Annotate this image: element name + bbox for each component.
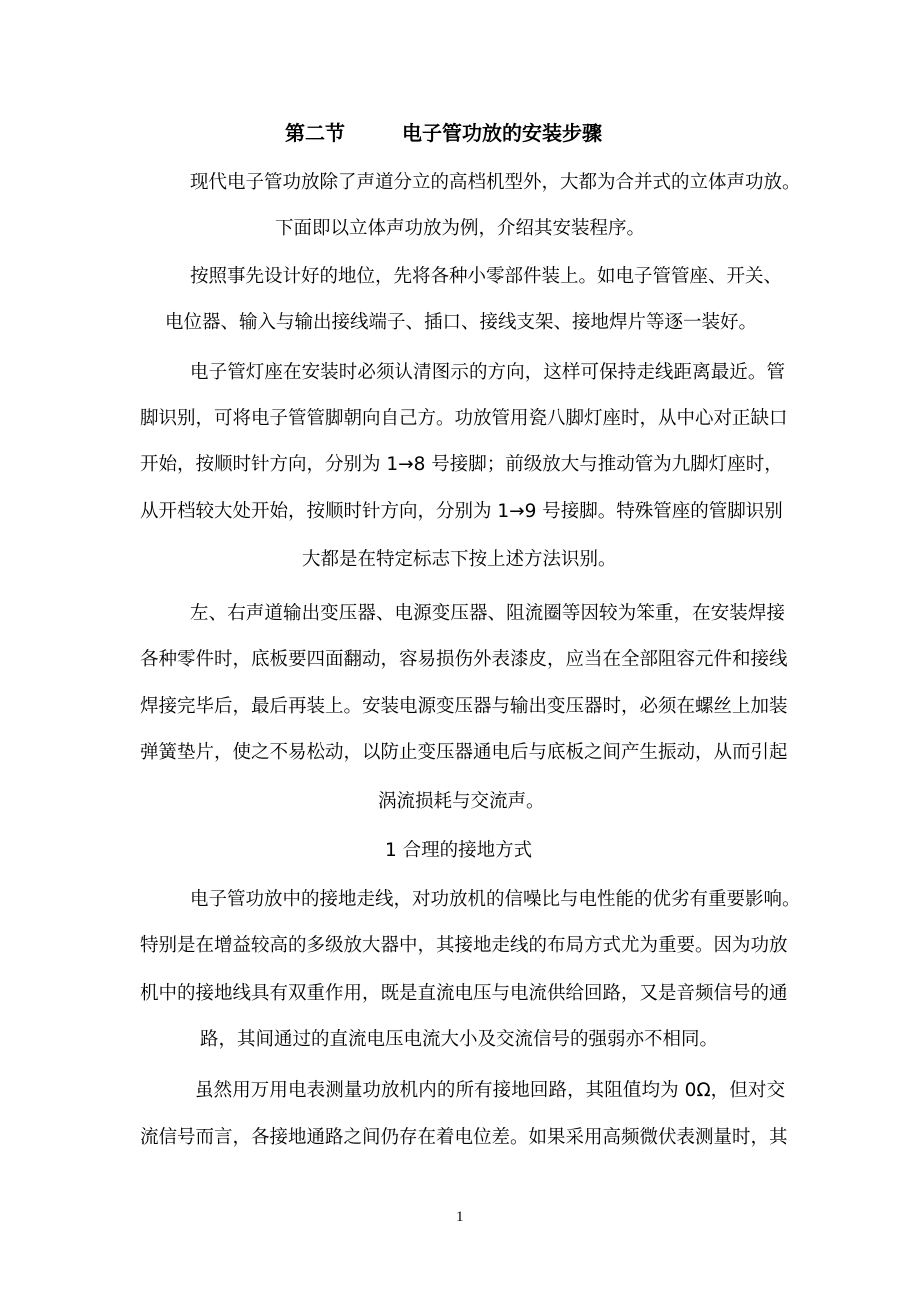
text-line: 特别是在增益较高的多级放大器中，其接地走线的布局方式尤为重要。因为功放: [140, 935, 788, 956]
text-line: 流信号而言，各接地通路之间仍存在着电位差。如果采用高频微伏表测量时，其: [140, 1127, 788, 1148]
text-line: 机中的接地线具有双重作用，既是直流电压与电流供给回路，又是音频信号的通: [140, 983, 788, 1004]
text-line: 按照事先设计好的地位，先将各种小零部件装上。如电子管管座、开关、: [190, 266, 783, 287]
text-line: 虽然用万用电表测量功放机内的所有接地回路，其阻值均为 0Ω，但对交: [195, 1080, 785, 1101]
text-line: 路，其间通过的直流电压电流大小及交流信号的强弱亦不相同。: [200, 1029, 719, 1050]
text-line: 电位器、输入与输出接线端子、插口、接线支架、接地焊片等逐一装好。: [165, 312, 758, 333]
text-line: 电子管灯座在安装时必须认清图示的方向，这样可保持走线距离最近。管: [190, 362, 785, 383]
text-line: 脚识别，可将电子管管脚朝向自己方。功放管用瓷八脚灯座时，从中心对正缺口: [140, 408, 788, 429]
text-line: 弹簧垫片，使之不易松动，以防止变压器通电后与底板之间产生振动，从而引起: [140, 742, 788, 763]
text-line: 涡流损耗与交流声。: [378, 791, 545, 812]
text-line: 从开档较大处开始，按顺时针方向，分别为 1→9 号接脚。特殊管座的管脚识别: [140, 501, 783, 522]
page-number: 1: [456, 1209, 464, 1225]
text-line: 左、右声道输出变压器、电源变压器、阻流圈等因较为笨重，在安装焊接: [190, 603, 785, 624]
page-title: 电子管功放的安装步骤: [402, 121, 602, 145]
subsection-heading: 1 合理的接地方式: [385, 840, 533, 861]
text-line: 下面即以立体声功放为例，介绍其安装程序。: [275, 218, 646, 239]
text-line: 大都是在特定标志下按上述方法识别。: [302, 549, 617, 570]
section-number: 第二节: [285, 121, 345, 145]
text-line: 焊接完毕后，最后再装上。安装电源变压器与输出变压器时，必须在螺丝上加装: [140, 696, 788, 717]
text-line: 开始，按顺时针方向，分别为 1→8 号接脚；前级放大与推动管为九脚灯座时，: [140, 454, 783, 475]
text-line: 各种零件时，底板要四面翻动，容易损伤外表漆皮，应当在全部阻容元件和接线: [140, 649, 788, 670]
text-line: 电子管功放中的接地走线，对功放机的信噪比与电性能的优劣有重要影响。: [190, 889, 801, 910]
text-line: 现代电子管功放除了声道分立的高档机型外，大都为合并式的立体声功放。: [190, 172, 801, 193]
